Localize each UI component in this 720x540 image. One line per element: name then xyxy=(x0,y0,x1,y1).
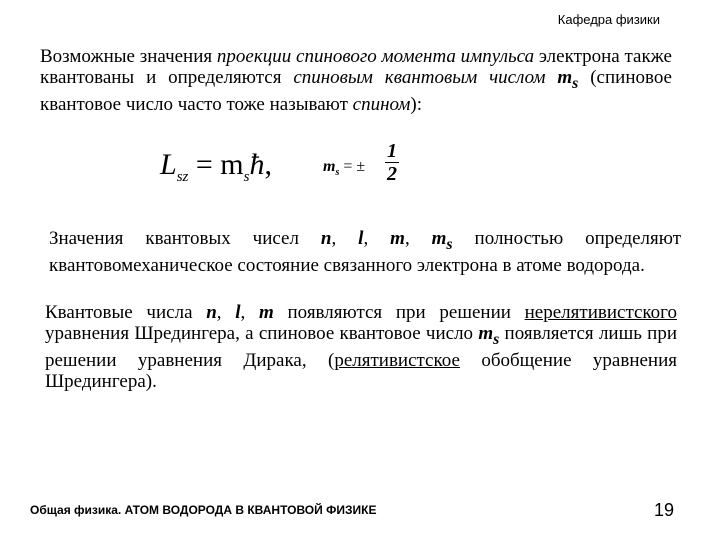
p1-symbol-ms: $m_s$ xyxy=(545,67,579,92)
footer-course-title: Общая физика. АТОМ ВОДОРОДА В КВАНТОВОЙ ФИЗИКЕ xyxy=(30,503,377,517)
p1-text-4: ): xyxy=(410,93,423,115)
p1-term-spin-projection: проекции спинового момента импульса xyxy=(216,46,535,67)
p1-term-spin-quantum-number: спиновым квантовым числом xyxy=(293,67,546,88)
paragraph-spin-projection xyxy=(40,46,672,115)
term-relativistic: релятивистское xyxy=(334,349,460,371)
p1-text-3: (спиновое квантовое число часто тоже называют xyxy=(40,67,672,115)
paragraph-quantum-numbers-state: Значения квантовых чисел n, l, m, $m_s$ полностью определяют квантовомеханическое состояние связанного электрона в атоме водорода. xyxy=(49,228,682,276)
p1-term-spin: спином xyxy=(352,93,411,115)
formula-ms-values: $m_s$ = ± xyxy=(323,158,366,179)
term-nonrelativistic: нерелятивистского xyxy=(524,302,677,323)
p1-text-2: электрона также квантованы и определяются xyxy=(40,46,672,88)
formula-fraction: $\frac{1}{2}$ xyxy=(387,140,397,185)
formula-main: $L_{sz}$ = $m_sħ$, xyxy=(160,148,272,185)
page-number: 19 xyxy=(654,500,675,520)
department-header: Кафедра физики xyxy=(557,12,660,27)
spin-projection-formula xyxy=(160,140,420,196)
paragraph-schrodinger-dirac: Квантовые числа n, l, m появляются при решении нерелятивистского уравнения Шредингера, а спиновое квантовое число $m_s$ появляется лишь при решении уравнения Дирака, (релятивистское обобщение уравнения Шредингера). xyxy=(45,302,677,392)
p1-text-1: Возможные значения xyxy=(40,46,217,67)
